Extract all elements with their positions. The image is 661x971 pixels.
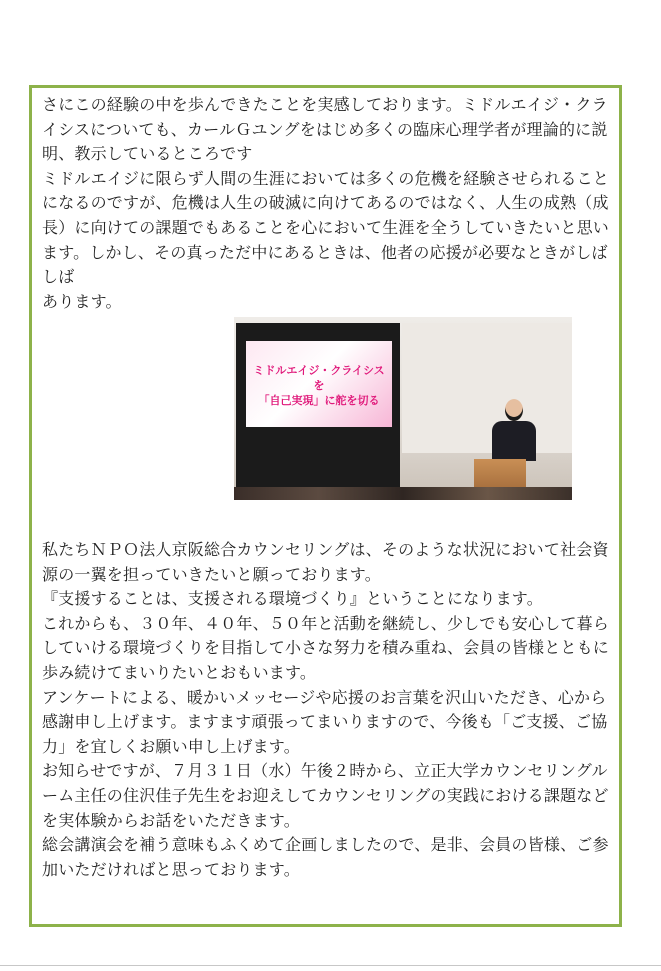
wall-panel xyxy=(402,323,572,453)
paragraph: 総会講演会を補う意味もふくめて企画しましたので、是非、会員の皆様、ご参加いただければと思っております。 xyxy=(42,835,609,879)
text-block-top xyxy=(42,93,620,314)
paragraph: アンケートによる、暖かいメッセージや応援のお言葉を沢山いただき、心から感謝申し上げます。ますます頑張ってまいりますので、今後も「ご支援、ご協力」を宜しくお願い申し上げます。 xyxy=(42,687,608,756)
projection-screen xyxy=(236,323,400,495)
paragraph: さにこの経験の中を歩んできたことを実感しております。ミドルエイジ・クライシスについても、カールＧユングをはじめ多くの臨床心理学者が理論的に説明、教示しているところです xyxy=(42,95,608,164)
speaker-body xyxy=(492,421,536,461)
paragraph: 私たちＮＰＯ法人京阪総合カウンセリングは、そのような状況において社会資源の一翼を担っていきたいと願っております。 xyxy=(42,540,609,584)
slide xyxy=(246,341,392,427)
paragraph: ミドルエイジに限らず人間の生涯においては多くの危機を経験させられることになるのですが、危機は人生の破滅に向けてあるのではなく、人生の成熟（成長）に向けての課題でもあることを心において生涯を全うしていきたいと思います。しかし、その真っただ中にあるときは、他者の応援が必要なときがしばしば xyxy=(42,168,610,287)
paragraph: これからも、３０年、４０年、５０年と活動を継続し、少しでも安心して暮らしていける環境づくりを目指して小さな努力を積み重ね、会員の皆様とともに歩み続けてまいりたいとおもいます。 xyxy=(42,613,610,682)
slide-line: ミドルエイジ・クライシス xyxy=(253,364,385,377)
page-bottom-rule xyxy=(0,965,661,966)
paragraph: お知らせですが、７月３１日（水）午後２時から、立正大学カウンセリングルーム主任の住沢佳子先生をお迎えしてカウンセリングの実践における課題などを実体験からお話をいただきます。 xyxy=(42,761,609,830)
text-block-bottom xyxy=(42,538,620,882)
paragraph: 『支援することは、支援される環境づくり』ということになります。 xyxy=(42,589,543,609)
slide-line: を xyxy=(313,379,325,392)
speaker-head xyxy=(505,399,523,421)
slide-line: 「自己実現」に舵を切る xyxy=(258,394,380,407)
paragraph: あります。 xyxy=(42,291,122,311)
audience xyxy=(234,487,572,500)
seminar-photo xyxy=(234,317,572,500)
